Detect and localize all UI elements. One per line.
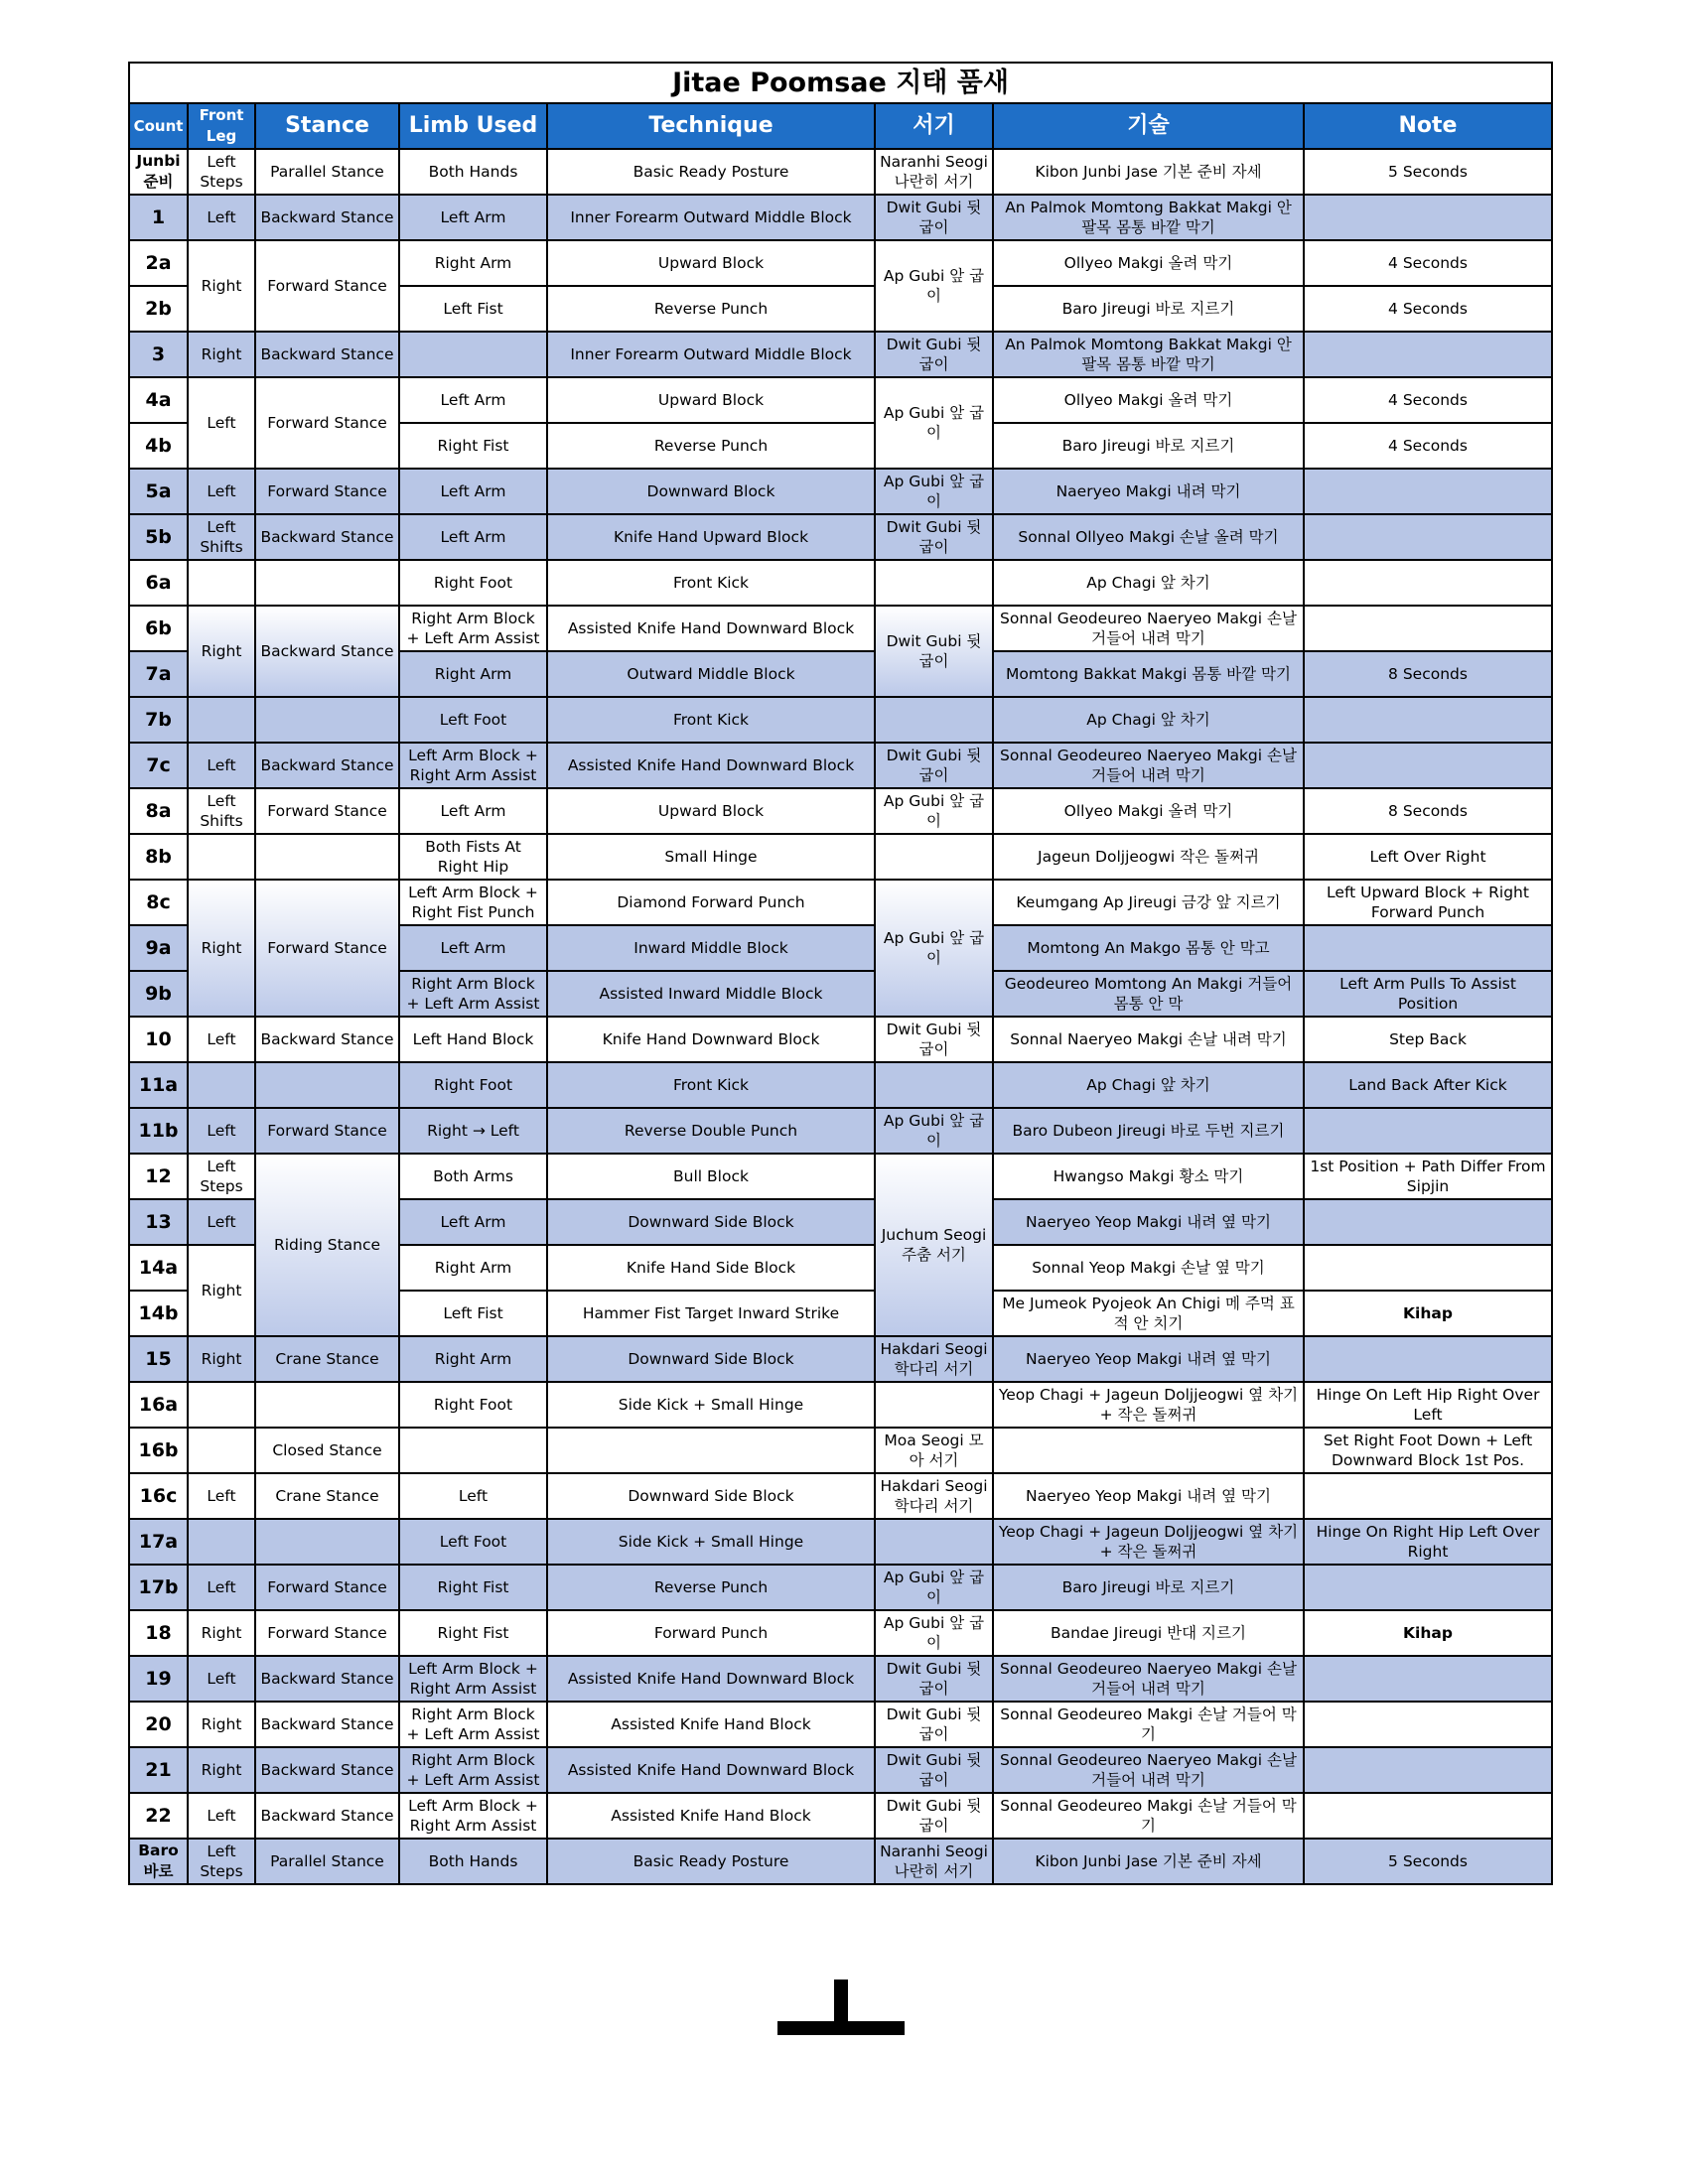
front-leg-cell: Right: [188, 332, 255, 377]
note-cell: Set Right Foot Down + Left Downward Block 1st Pos.: [1304, 1428, 1552, 1473]
gisul-cell: Sonnal Geodeureo Naeryeo Makgi 손날 거들어 내려 막기: [993, 1747, 1304, 1793]
technique-cell: Upward Block: [547, 788, 875, 834]
limb-cell: Right → Left: [399, 1108, 547, 1154]
gisul-cell: Naeryeo Yeop Makgi 내려 옆 막기: [993, 1336, 1304, 1382]
header-limb: Limb Used: [399, 103, 547, 149]
front-leg-cell: Left: [188, 1017, 255, 1062]
note-cell: 4 Seconds: [1304, 423, 1552, 469]
count-cell: 4a: [129, 377, 188, 423]
front-leg-cell: Left: [188, 469, 255, 514]
seogi-cell: Dwit Gubi 뒷 굽이: [875, 332, 993, 377]
limb-cell: Left Arm Block + Right Arm Assist: [399, 1656, 547, 1702]
front-leg-cell: [188, 697, 255, 743]
seogi-cell: Moa Seogi 모아 서기: [875, 1428, 993, 1473]
count-cell: 9b: [129, 971, 188, 1017]
note-cell: Kihap: [1304, 1291, 1552, 1336]
stance-cell: Forward Stance: [255, 377, 399, 469]
technique-cell: Assisted Knife Hand Block: [547, 1702, 875, 1747]
note-cell: Left Arm Pulls To Assist Position: [1304, 971, 1552, 1017]
note-cell: Left Over Right: [1304, 834, 1552, 880]
limb-cell: Right Arm: [399, 1336, 547, 1382]
technique-cell: Downward Side Block: [547, 1473, 875, 1519]
limb-cell: Right Arm: [399, 651, 547, 697]
stance-cell: Backward Stance: [255, 1017, 399, 1062]
note-cell: [1304, 1336, 1552, 1382]
count-cell: 4b: [129, 423, 188, 469]
stance-cell: Backward Stance: [255, 1793, 399, 1839]
stance-cell: Parallel Stance: [255, 149, 399, 195]
technique-cell: Front Kick: [547, 1062, 875, 1108]
limb-cell: Left Fist: [399, 286, 547, 332]
seogi-cell: Dwit Gubi 뒷 굽이: [875, 1017, 993, 1062]
stance-cell: [255, 1382, 399, 1428]
front-leg-cell: Left Steps: [188, 1839, 255, 1884]
limb-cell: Left Fist: [399, 1291, 547, 1336]
front-leg-cell: Left: [188, 1656, 255, 1702]
note-cell: 4 Seconds: [1304, 240, 1552, 286]
gisul-cell: Hwangso Makgi 황소 막기: [993, 1154, 1304, 1199]
seogi-cell: Dwit Gubi 뒷 굽이: [875, 195, 993, 240]
front-leg-cell: [188, 560, 255, 606]
gisul-cell: Keumgang Ap Jireugi 금강 앞 지르기: [993, 880, 1304, 925]
technique-cell: Reverse Double Punch: [547, 1108, 875, 1154]
stance-cell: [255, 1062, 399, 1108]
limb-cell: [399, 1428, 547, 1473]
count-cell: 9a: [129, 925, 188, 971]
limb-cell: [399, 332, 547, 377]
count-cell: Junbi 준비: [129, 149, 188, 195]
seogi-cell: Naranhi Seogi 나란히 서기: [875, 149, 993, 195]
gisul-cell: Naeryeo Yeop Makgi 내려 옆 막기: [993, 1199, 1304, 1245]
stance-cell: Crane Stance: [255, 1473, 399, 1519]
technique-cell: Hammer Fist Target Inward Strike: [547, 1291, 875, 1336]
technique-cell: Knife Hand Downward Block: [547, 1017, 875, 1062]
note-cell: [1304, 1473, 1552, 1519]
gisul-cell: Kibon Junbi Jase 기본 준비 자세: [993, 1839, 1304, 1884]
front-leg-cell: Right: [188, 880, 255, 1017]
seogi-cell: Juchum Seogi 주춤 서기: [875, 1154, 993, 1336]
note-cell: Left Upward Block + Right Forward Punch: [1304, 880, 1552, 925]
note-cell: [1304, 1108, 1552, 1154]
gisul-cell: Kibon Junbi Jase 기본 준비 자세: [993, 149, 1304, 195]
seogi-cell: Ap Gubi 앞 굽이: [875, 240, 993, 332]
limb-cell: Left Arm Block + Right Fist Punch: [399, 880, 547, 925]
note-cell: 1st Position + Path Differ From Sipjin: [1304, 1154, 1552, 1199]
front-leg-cell: Right: [188, 1610, 255, 1656]
stance-cell: Backward Stance: [255, 1702, 399, 1747]
stance-cell: Backward Stance: [255, 332, 399, 377]
count-cell: 10: [129, 1017, 188, 1062]
limb-cell: Both Fists At Right Hip: [399, 834, 547, 880]
technique-cell: Downward Block: [547, 469, 875, 514]
header-front-leg: Front Leg: [188, 103, 255, 149]
note-cell: Hinge On Left Hip Right Over Left: [1304, 1382, 1552, 1428]
note-cell: 8 Seconds: [1304, 651, 1552, 697]
technique-cell: Front Kick: [547, 697, 875, 743]
note-cell: [1304, 560, 1552, 606]
seogi-cell: Ap Gubi 앞 굽이: [875, 377, 993, 469]
front-leg-cell: Right: [188, 240, 255, 332]
count-cell: 14b: [129, 1291, 188, 1336]
technique-cell: Upward Block: [547, 377, 875, 423]
gisul-cell: Yeop Chagi + Jageun Doljjeogwi 옆 차기 + 작은 돌쩌귀: [993, 1519, 1304, 1565]
technique-cell: Assisted Inward Middle Block: [547, 971, 875, 1017]
limb-cell: Right Foot: [399, 1062, 547, 1108]
technique-cell: Assisted Knife Hand Downward Block: [547, 606, 875, 651]
seogi-cell: Dwit Gubi 뒷 굽이: [875, 1747, 993, 1793]
count-cell: 6b: [129, 606, 188, 651]
count-cell: 8b: [129, 834, 188, 880]
gisul-cell: Baro Jireugi 바로 지르기: [993, 1565, 1304, 1610]
gisul-cell: Baro Jireugi 바로 지르기: [993, 423, 1304, 469]
limb-cell: Both Hands: [399, 1839, 547, 1884]
header-note: Note: [1304, 103, 1552, 149]
gisul-cell: Baro Dubeon Jireugi 바로 두번 지르기: [993, 1108, 1304, 1154]
gisul-cell: Sonnal Geodeureo Naeryeo Makgi 손날 거들어 내려 막기: [993, 1656, 1304, 1702]
limb-cell: Left Arm Block + Right Arm Assist: [399, 1793, 547, 1839]
pattern-vertical-stroke: [834, 1979, 848, 2023]
technique-cell: Reverse Punch: [547, 1565, 875, 1610]
count-cell: 11b: [129, 1108, 188, 1154]
note-cell: 4 Seconds: [1304, 286, 1552, 332]
seogi-cell: [875, 834, 993, 880]
seogi-cell: Ap Gubi 앞 굽이: [875, 1565, 993, 1610]
note-cell: 5 Seconds: [1304, 1839, 1552, 1884]
front-leg-cell: Left: [188, 195, 255, 240]
limb-cell: Left Arm: [399, 377, 547, 423]
limb-cell: Right Arm: [399, 1245, 547, 1291]
stance-cell: [255, 697, 399, 743]
stance-cell: Forward Stance: [255, 880, 399, 1017]
count-cell: 5a: [129, 469, 188, 514]
pattern-horizontal-stroke: [777, 2021, 905, 2035]
front-leg-cell: Left: [188, 1199, 255, 1245]
limb-cell: Left Arm: [399, 195, 547, 240]
front-leg-cell: Right: [188, 1747, 255, 1793]
count-cell: 5b: [129, 514, 188, 560]
stance-cell: Forward Stance: [255, 1610, 399, 1656]
note-cell: [1304, 469, 1552, 514]
limb-cell: Left Arm: [399, 514, 547, 560]
count-cell: 21: [129, 1747, 188, 1793]
stance-cell: Forward Stance: [255, 788, 399, 834]
seogi-cell: [875, 1382, 993, 1428]
count-cell: 19: [129, 1656, 188, 1702]
technique-cell: Knife Hand Upward Block: [547, 514, 875, 560]
gisul-cell: Baro Jireugi 바로 지르기: [993, 286, 1304, 332]
limb-cell: Left Arm: [399, 788, 547, 834]
technique-cell: Inner Forearm Outward Middle Block: [547, 332, 875, 377]
seogi-cell: Ap Gubi 앞 굽이: [875, 880, 993, 1017]
note-cell: [1304, 332, 1552, 377]
stance-cell: Forward Stance: [255, 1565, 399, 1610]
seogi-cell: Dwit Gubi 뒷 굽이: [875, 743, 993, 788]
gisul-cell: Me Jumeok Pyojeok An Chigi 메 주먹 표적 안 치기: [993, 1291, 1304, 1336]
count-cell: 18: [129, 1610, 188, 1656]
stance-cell: Backward Stance: [255, 743, 399, 788]
technique-cell: [547, 1428, 875, 1473]
technique-cell: Side Kick + Small Hinge: [547, 1382, 875, 1428]
gisul-cell: Momtong An Makgo 몸통 안 막고: [993, 925, 1304, 971]
seogi-cell: [875, 560, 993, 606]
count-cell: Baro 바로: [129, 1839, 188, 1884]
technique-cell: Reverse Punch: [547, 423, 875, 469]
gisul-cell: Ollyeo Makgi 올려 막기: [993, 377, 1304, 423]
front-leg-cell: [188, 1062, 255, 1108]
front-leg-cell: [188, 1519, 255, 1565]
seogi-cell: Dwit Gubi 뒷 굽이: [875, 1702, 993, 1747]
stance-cell: Backward Stance: [255, 514, 399, 560]
note-cell: [1304, 925, 1552, 971]
gisul-cell: Momtong Bakkat Makgi 몸통 바깥 막기: [993, 651, 1304, 697]
gisul-cell: An Palmok Momtong Bakkat Makgi 안 팔목 몸통 바깥 막기: [993, 332, 1304, 377]
count-cell: 2a: [129, 240, 188, 286]
count-cell: 8c: [129, 880, 188, 925]
header-count: Count: [129, 103, 188, 149]
technique-cell: Assisted Knife Hand Downward Block: [547, 1747, 875, 1793]
front-leg-cell: Right: [188, 1245, 255, 1336]
note-cell: [1304, 514, 1552, 560]
gisul-cell: Sonnal Naeryeo Makgi 손날 내려 막기: [993, 1017, 1304, 1062]
front-leg-cell: Left: [188, 1473, 255, 1519]
stance-cell: Backward Stance: [255, 1656, 399, 1702]
count-cell: 16c: [129, 1473, 188, 1519]
stance-cell: Parallel Stance: [255, 1839, 399, 1884]
limb-cell: Both Arms: [399, 1154, 547, 1199]
front-leg-cell: Left: [188, 743, 255, 788]
front-leg-cell: Right: [188, 1702, 255, 1747]
limb-cell: Right Arm Block + Left Arm Assist: [399, 971, 547, 1017]
limb-cell: Right Arm Block + Left Arm Assist: [399, 1747, 547, 1793]
count-cell: 8a: [129, 788, 188, 834]
front-leg-cell: [188, 834, 255, 880]
count-cell: 7c: [129, 743, 188, 788]
header-gisul: 기술: [993, 103, 1304, 149]
note-cell: [1304, 606, 1552, 651]
seogi-cell: Hakdari Seogi 학다리 서기: [875, 1473, 993, 1519]
front-leg-cell: Left: [188, 1565, 255, 1610]
limb-cell: Both Hands: [399, 149, 547, 195]
stance-cell: Forward Stance: [255, 1108, 399, 1154]
stance-cell: Riding Stance: [255, 1154, 399, 1336]
limb-cell: Right Arm Block + Left Arm Assist: [399, 606, 547, 651]
note-cell: Land Back After Kick: [1304, 1062, 1552, 1108]
gisul-cell: Ollyeo Makgi 올려 막기: [993, 240, 1304, 286]
gisul-cell: Geodeureo Momtong An Makgi 거들어 몸통 안 막: [993, 971, 1304, 1017]
count-cell: 15: [129, 1336, 188, 1382]
front-leg-cell: Right: [188, 606, 255, 697]
seogi-cell: Dwit Gubi 뒷 굽이: [875, 1793, 993, 1839]
seogi-cell: [875, 1062, 993, 1108]
count-cell: 17a: [129, 1519, 188, 1565]
count-cell: 16a: [129, 1382, 188, 1428]
technique-cell: Downward Side Block: [547, 1336, 875, 1382]
seogi-cell: Ap Gubi 앞 굽이: [875, 1108, 993, 1154]
gisul-cell: Ap Chagi 앞 차기: [993, 1062, 1304, 1108]
count-cell: 22: [129, 1793, 188, 1839]
gisul-cell: Sonnal Geodeureo Naeryeo Makgi 손날 거들어 내려 막기: [993, 743, 1304, 788]
note-cell: Step Back: [1304, 1017, 1552, 1062]
gisul-cell: Naeryeo Yeop Makgi 내려 옆 막기: [993, 1473, 1304, 1519]
seogi-cell: Ap Gubi 앞 굽이: [875, 1610, 993, 1656]
technique-cell: Assisted Knife Hand Downward Block: [547, 1656, 875, 1702]
header-stance: Stance: [255, 103, 399, 149]
technique-cell: Assisted Knife Hand Block: [547, 1793, 875, 1839]
technique-cell: Diamond Forward Punch: [547, 880, 875, 925]
gisul-cell: [993, 1428, 1304, 1473]
seogi-cell: Ap Gubi 앞 굽이: [875, 469, 993, 514]
note-cell: Kihap: [1304, 1610, 1552, 1656]
technique-cell: Reverse Punch: [547, 286, 875, 332]
seogi-cell: Hakdari Seogi 학다리 서기: [875, 1336, 993, 1382]
count-cell: 13: [129, 1199, 188, 1245]
count-cell: 7a: [129, 651, 188, 697]
note-cell: [1304, 743, 1552, 788]
stance-cell: [255, 834, 399, 880]
seogi-cell: Dwit Gubi 뒷 굽이: [875, 514, 993, 560]
count-cell: 1: [129, 195, 188, 240]
count-cell: 14a: [129, 1245, 188, 1291]
count-cell: 20: [129, 1702, 188, 1747]
limb-cell: Right Arm Block + Left Arm Assist: [399, 1702, 547, 1747]
technique-cell: Outward Middle Block: [547, 651, 875, 697]
gisul-cell: Sonnal Geodeureo Makgi 손날 거들어 막기: [993, 1702, 1304, 1747]
gisul-cell: Naeryeo Makgi 내려 막기: [993, 469, 1304, 514]
stance-cell: Forward Stance: [255, 469, 399, 514]
seogi-cell: Naranhi Seogi 나란히 서기: [875, 1839, 993, 1884]
technique-cell: Downward Side Block: [547, 1199, 875, 1245]
stance-cell: Backward Stance: [255, 195, 399, 240]
gisul-cell: An Palmok Momtong Bakkat Makgi 안 팔목 몸통 바깥 막기: [993, 195, 1304, 240]
gisul-cell: Sonnal Ollyeo Makgi 손날 올려 막기: [993, 514, 1304, 560]
front-leg-cell: Left: [188, 377, 255, 469]
gisul-cell: Yeop Chagi + Jageun Doljjeogwi 옆 차기 + 작은 돌쩌귀: [993, 1382, 1304, 1428]
note-cell: [1304, 1245, 1552, 1291]
gisul-cell: Jageun Doljjeogwi 작은 돌쩌귀: [993, 834, 1304, 880]
limb-cell: Left Hand Block: [399, 1017, 547, 1062]
limb-cell: Left Arm: [399, 925, 547, 971]
note-cell: 5 Seconds: [1304, 149, 1552, 195]
front-leg-cell: [188, 1382, 255, 1428]
count-cell: 16b: [129, 1428, 188, 1473]
limb-cell: Left: [399, 1473, 547, 1519]
front-leg-cell: Left Steps: [188, 149, 255, 195]
technique-cell: Assisted Knife Hand Downward Block: [547, 743, 875, 788]
limb-cell: Right Foot: [399, 1382, 547, 1428]
note-cell: [1304, 1656, 1552, 1702]
limb-cell: Left Arm: [399, 1199, 547, 1245]
front-leg-cell: Left: [188, 1793, 255, 1839]
page-title: Jitae Poomsae 지태 품새: [129, 63, 1552, 103]
limb-cell: Right Foot: [399, 560, 547, 606]
note-cell: [1304, 1702, 1552, 1747]
count-cell: 12: [129, 1154, 188, 1199]
note-cell: [1304, 195, 1552, 240]
gisul-cell: Sonnal Yeop Makgi 손날 옆 막기: [993, 1245, 1304, 1291]
note-cell: 8 Seconds: [1304, 788, 1552, 834]
stance-cell: Closed Stance: [255, 1428, 399, 1473]
limb-cell: Right Fist: [399, 1610, 547, 1656]
limb-cell: Right Fist: [399, 1565, 547, 1610]
stance-cell: [255, 1519, 399, 1565]
note-cell: [1304, 1747, 1552, 1793]
stance-cell: Backward Stance: [255, 606, 399, 697]
count-cell: 2b: [129, 286, 188, 332]
gisul-cell: Ap Chagi 앞 차기: [993, 560, 1304, 606]
count-cell: 3: [129, 332, 188, 377]
poomsae-table: [128, 62, 1553, 1885]
note-cell: [1304, 1199, 1552, 1245]
note-cell: [1304, 697, 1552, 743]
poomsae-pattern-symbol-icon: [777, 1976, 905, 2039]
seogi-cell: [875, 697, 993, 743]
stance-cell: Forward Stance: [255, 240, 399, 332]
technique-cell: Upward Block: [547, 240, 875, 286]
technique-cell: Inner Forearm Outward Middle Block: [547, 195, 875, 240]
front-leg-cell: Right: [188, 1336, 255, 1382]
stance-cell: [255, 560, 399, 606]
front-leg-cell: Left Shifts: [188, 514, 255, 560]
header-seogi: 서기: [875, 103, 993, 149]
stance-cell: Crane Stance: [255, 1336, 399, 1382]
gisul-cell: Bandae Jireugi 반대 지르기: [993, 1610, 1304, 1656]
stance-cell: Backward Stance: [255, 1747, 399, 1793]
gisul-cell: Sonnal Geodeureo Naeryeo Makgi 손날 거들어 내려 막기: [993, 606, 1304, 651]
note-cell: [1304, 1793, 1552, 1839]
front-leg-cell: Left: [188, 1108, 255, 1154]
technique-cell: Bull Block: [547, 1154, 875, 1199]
gisul-cell: Ap Chagi 앞 차기: [993, 697, 1304, 743]
front-leg-cell: Left Steps: [188, 1154, 255, 1199]
technique-cell: Small Hinge: [547, 834, 875, 880]
gisul-cell: Ollyeo Makgi 올려 막기: [993, 788, 1304, 834]
technique-cell: Knife Hand Side Block: [547, 1245, 875, 1291]
seogi-cell: [875, 1519, 993, 1565]
technique-cell: Side Kick + Small Hinge: [547, 1519, 875, 1565]
gisul-cell: Sonnal Geodeureo Makgi 손날 거들어 막기: [993, 1793, 1304, 1839]
seogi-cell: Dwit Gubi 뒷 굽이: [875, 606, 993, 697]
technique-cell: Front Kick: [547, 560, 875, 606]
limb-cell: Left Arm Block + Right Arm Assist: [399, 743, 547, 788]
count-cell: 17b: [129, 1565, 188, 1610]
front-leg-cell: Left Shifts: [188, 788, 255, 834]
limb-cell: Left Arm: [399, 469, 547, 514]
limb-cell: Right Fist: [399, 423, 547, 469]
front-leg-cell: [188, 1428, 255, 1473]
limb-cell: Right Arm: [399, 240, 547, 286]
note-cell: [1304, 1565, 1552, 1610]
count-cell: 11a: [129, 1062, 188, 1108]
seogi-cell: Ap Gubi 앞 굽이: [875, 788, 993, 834]
limb-cell: Left Foot: [399, 697, 547, 743]
note-cell: Hinge On Right Hip Left Over Right: [1304, 1519, 1552, 1565]
technique-cell: Inward Middle Block: [547, 925, 875, 971]
seogi-cell: Dwit Gubi 뒷 굽이: [875, 1656, 993, 1702]
count-cell: 7b: [129, 697, 188, 743]
technique-cell: Basic Ready Posture: [547, 1839, 875, 1884]
note-cell: 4 Seconds: [1304, 377, 1552, 423]
technique-cell: Basic Ready Posture: [547, 149, 875, 195]
limb-cell: Left Foot: [399, 1519, 547, 1565]
header-technique: Technique: [547, 103, 875, 149]
technique-cell: Forward Punch: [547, 1610, 875, 1656]
count-cell: 6a: [129, 560, 188, 606]
